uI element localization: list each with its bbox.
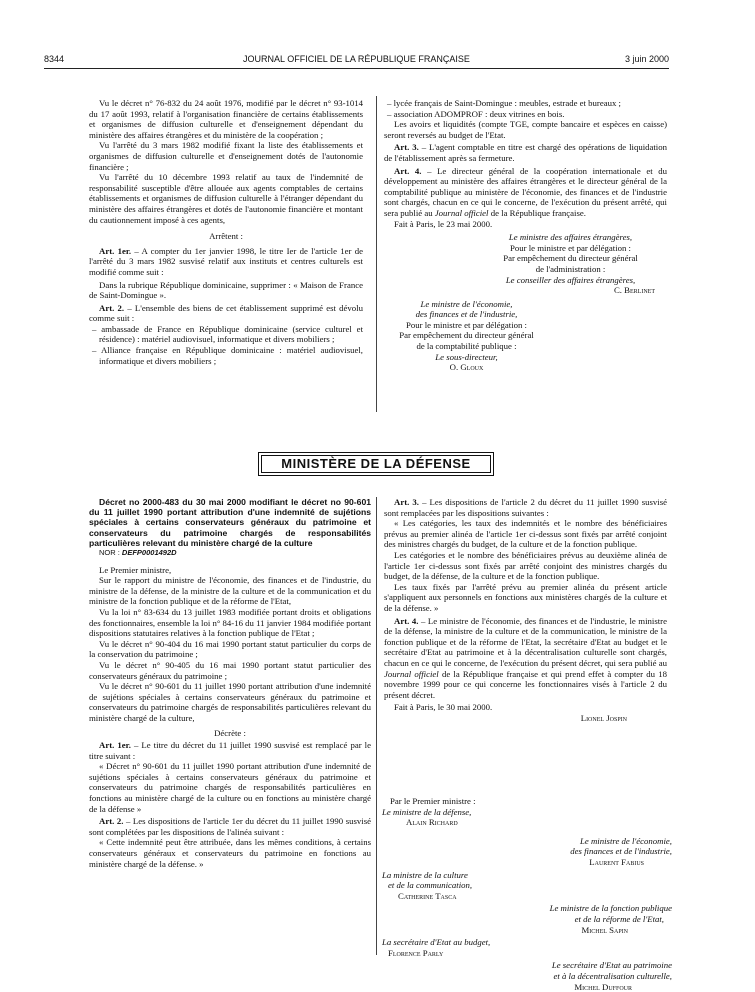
article-label: Art. 1er. [99, 740, 131, 750]
article-text: de la République française. [489, 208, 586, 218]
article-1 [89, 740, 371, 761]
article-4 [384, 616, 667, 701]
article-text: – A compter du 1er janvier 1998, le titre Ier de l'article 1er de l'arrêté du 3 mars 1982 susvisé relatif aux instituts et centres culturels est modifié comme suit : [89, 246, 363, 277]
quoted-paragraph: « Les catégories, les taux des indemnités et le nombre des bénéficiaires prévus au premier alinéa de l'article 1er ci-dessus sont fixés par arrêté conjoint des ministres chargés du budget, de la culture et de la fonction publique. [384, 518, 667, 550]
bottom-left-column [89, 497, 371, 869]
signatory-title: Le ministre de la défense, [382, 807, 672, 818]
signatory-title: Le ministre des affaires étrangères, [474, 232, 667, 243]
signatory-line: Pour le ministre et par délégation : [474, 243, 667, 254]
article-1 [89, 246, 363, 278]
signature-block-budget [382, 937, 672, 958]
signatory-name: Alain Richard [406, 817, 672, 828]
article-text: – L'ensemble des biens de cet établissement supprimé est dévolu comme suit : [89, 303, 363, 324]
quoted-paragraph: Les catégories et le nombre des bénéficiaires prévus au deuxième alinéa de l'article 1er ci-dessus sont fixés par arrêté conjoint des ministres chargés du budget, de la défense, de la culture et de la fonction publique. [384, 550, 667, 582]
signatory-name: Michel Sapin [382, 925, 672, 936]
signatory-name: Michel Duffour [382, 982, 672, 992]
paragraph: Vu le décret n° 90-601 du 11 juillet 1990 portant attribution d'une indemnité de sujétions spéciales à certains conservateurs généraux du patrimoine et conservateurs du patrimoine chargés de responsabilités particulières relevant du ministère chargé de la culture, [89, 681, 371, 723]
signatory-line: Par empêchement du directeur général [474, 253, 667, 264]
article-text: – Le directeur général de la coopération internationale et du développement au ministère des affaires étrangères et le directeur général de la comptabilité publique au ministère de l'économie, des finances et de l'industrie sont chargés, chacun en ce qui le concerne, de l'exécution du présent arrêté, qui sera publié au [384, 166, 667, 218]
top-right-column [384, 98, 667, 373]
article-2 [89, 816, 371, 837]
article-text: – Le ministre de l'économie, des finances et de l'industrie, le ministre de la défense, la ministre de la culture et de la communication, le ministre de la fonction publique et de la réforme de l'Etat, la secrétaire d'Etat au budget et le secrétaire d'Etat au patrimoine et à la décentralisation culturelle sont chargés, chacun en ce qui le concerne, de l'exécution du présent décret, qui sera publié au [384, 616, 667, 668]
article-label: Art. 2. [99, 816, 123, 826]
paragraph: Les avoirs et liquidités (compte TGE, compte bancaire et espèces en caisse) seront reversés au budget de l'Etat. [384, 119, 667, 140]
signature-block-foreign-affairs [474, 232, 667, 296]
quoted-paragraph: « Cette indemnité peut être attribuée, dans les mêmes conditions, à certains conservateurs généraux et conservateurs du patrimoine en fonctions au ministère chargé de la défense. » [89, 837, 371, 869]
signatory-title: Le ministre de la fonction publique [382, 903, 672, 914]
paragraph: Vu le décret n° 90-405 du 16 mai 1990 portant statut particulier des conservateurs généraux du patrimoine ; [89, 660, 371, 681]
signatory-name: Lionel Jospin [384, 713, 667, 724]
page-number: 8344 [44, 54, 64, 64]
signatory-title: et à la décentralisation culturelle, [382, 971, 672, 982]
signing-place-date: Fait à Paris, le 23 mai 2000. [384, 219, 667, 230]
signatory-title: et de la réforme de l'Etat, [382, 914, 672, 925]
bottom-right-column [384, 497, 667, 723]
signatory-title: Le sous-directeur, [384, 352, 549, 363]
signatory-title: et de la communication, [388, 880, 672, 891]
paragraph: Vu la loi n° 83-634 du 13 juillet 1983 modifiée portant droits et obligations des fonctionnaires, ensemble la loi n° 84-16 du 11 janvier 1984 modifiée portant dispositions statutaires relatives à la fonction publique de l'Etat ; [89, 607, 371, 639]
journal-title: JOURNAL OFFICIEL DE LA RÉPUBLIQUE FRANÇAISE [44, 54, 669, 64]
signatory-line: de la comptabilité publique : [384, 341, 549, 352]
decrete-heading: Décrète : [89, 728, 371, 739]
nor-reference [89, 548, 371, 559]
article-label: Art. 4. [394, 616, 418, 626]
signatory-line: de l'administration : [474, 264, 667, 275]
journal-reference: Journal officiel [435, 208, 489, 218]
signature-block-culture [382, 870, 672, 902]
article-label: Art. 4. [394, 166, 421, 176]
column-divider [376, 497, 377, 955]
paragraph: Vu l'arrêté du 10 décembre 1993 relatif au taux de l'indemnité de responsabilité susceptible d'être allouée aux agents comptables de certains établissements et organismes de diffusion culturelle à l'étranger dépendant du ministère des affaires étrangères et dotés de l'autonomie financière et montant du cautionnement imposé à ces agents, [89, 172, 363, 225]
article-label: Art. 3. [394, 497, 419, 507]
journal-reference: Journal officiel [384, 669, 439, 679]
signature-block-civil-service [382, 903, 672, 935]
article-text: – Le titre du décret du 11 juillet 1990 susvisé est remplacé par le titre suivant : [89, 740, 371, 761]
signature-block-economy [382, 836, 672, 868]
paragraph: Le Premier ministre, [89, 565, 371, 576]
signatory-title: Le ministre de l'économie, [382, 836, 672, 847]
column-divider [376, 96, 377, 412]
list-item: – ambassade de France en République dominicaine (service culturel et résidence) : matériel audiovisuel, informatique et divers mobiliers ; [89, 324, 363, 345]
arretent-heading: Arrêtent : [89, 231, 363, 242]
signatory-name: C. Berlinet [474, 285, 667, 296]
article-3 [384, 497, 667, 518]
ministry-banner-title: MINISTÈRE DE LA DÉFENSE [261, 455, 491, 473]
nor-code: DEFP0001492D [122, 548, 177, 557]
article-2 [89, 303, 363, 324]
nor-label: NOR : [99, 548, 122, 557]
article-label: Art. 2. [99, 303, 124, 313]
signatory-title: Le conseiller des affaires étrangères, [474, 275, 667, 286]
article-3 [384, 142, 667, 163]
article-text: – L'agent comptable en titre est chargé des opérations de liquidation de l'établissement après sa fermeture. [384, 142, 667, 163]
quoted-paragraph: Les taux fixés par l'arrêté prévu au premier alinéa du présent article s'appliquent aux personnels en fonctions aux ministères chargés de la culture et de la défense. » [384, 582, 667, 614]
signatory-line: Pour le ministre et par délégation : [384, 320, 549, 331]
signature-block-economy [384, 299, 549, 373]
signatory-name: Florence Parly [388, 948, 672, 959]
signatory-title: Le ministre de l'économie, [384, 299, 549, 310]
signatory-line: Par le Premier ministre : [390, 796, 672, 807]
paragraph: Sur le rapport du ministre de l'économie, des finances et de l'industrie, du ministre de la défense, de la ministre de la culture et de la communication et du ministre de la fonction publique et de la réforme de l'Etat, [89, 575, 371, 607]
signing-place-date: Fait à Paris, le 30 mai 2000. [384, 702, 667, 713]
signatory-title: La secrétaire d'Etat au budget, [382, 937, 672, 948]
article-text: de la République française et qui prend effet à compter du 18 novembre 1999 pour ce qui concerne les fonctionnaires visés à l'article 2 du présent décret. [384, 669, 667, 700]
list-item: – lycée français de Saint-Domingue : meubles, estrade et bureaux ; [384, 98, 667, 109]
signatory-title: La ministre de la culture [382, 870, 672, 881]
paragraph: Vu le décret n° 90-404 du 16 mai 1990 portant statut particulier du corps de la conservation du patrimoine ; [89, 639, 371, 660]
issue-date: 3 juin 2000 [625, 54, 669, 64]
signatory-line: Par empêchement du directeur général [384, 330, 549, 341]
article-text: – Les dispositions de l'article 2 du décret du 11 juillet 1990 susvisé sont remplacées par les dispositions suivantes : [384, 497, 667, 518]
article-text: – Les dispositions de l'article 1er du décret du 11 juillet 1990 susvisé sont complétées par les dispositions de l'alinéa suivant : [89, 816, 371, 837]
signatory-title: des finances et de l'industrie, [384, 309, 549, 320]
quoted-title: « Décret n° 90-601 du 11 juillet 1990 portant attribution d'une indemnité de sujétions spéciales à certains conservateurs généraux du patrimoine et conservateurs du patrimoine chargés de responsabilités particulières en fonctions au ministère chargé de la culture ou en fonctions au ministère chargé de la défense » [89, 761, 371, 814]
signatory-title: des finances et de l'industrie, [382, 846, 672, 857]
paragraph: Vu l'arrêté du 3 mars 1982 modifié fixant la liste des établissements et organismes de diffusion culturelle et d'enseignement dotés de l'autonomie financière ; [89, 140, 363, 172]
article-4 [384, 166, 667, 219]
ministry-banner [258, 452, 494, 476]
article-label: Art. 3. [394, 142, 419, 152]
paragraph: Vu le décret n° 76-832 du 24 août 1976, modifié par le décret n° 93-1014 du 17 août 1993, relatif à l'organisation financière de certains établissements et organismes de diffusion culturelle et d'enseignement dépendant du ministère des affaires étrangères et du ministère de la coopération ; [89, 98, 363, 140]
article-label: Art. 1er. [99, 246, 131, 256]
decree-title: Décret no 2000-483 du 30 mai 2000 modifiant le décret no 90-601 du 11 juillet 1990 portant attribution d'une indemnité de sujétions spéciales à certains conservateurs généraux du patrimoine et conservateurs du patrimoine chargés de responsabilités particulières relevant du ministère chargé de la culture [89, 497, 371, 548]
signatory-name: O. Gloux [384, 362, 549, 373]
top-left-column [89, 98, 363, 366]
signatory-title: Le secrétaire d'Etat au patrimoine [382, 960, 672, 971]
list-item: – association ADOMPROF : deux vitrines en bois. [384, 109, 667, 120]
signatory-name: Catherine Tasca [398, 891, 672, 902]
paragraph: Dans la rubrique République dominicaine, supprimer : « Maison de France de Saint-Domingue ». [89, 280, 363, 301]
header-rule [44, 68, 669, 69]
list-item: – Alliance française en République dominicaine : matériel audiovisuel, informatique et divers mobiliers ; [89, 345, 363, 366]
signatory-name: Laurent Fabius [382, 857, 672, 868]
page-header [44, 52, 669, 68]
signature-block-heritage [382, 960, 672, 992]
signatures-area [382, 796, 672, 992]
